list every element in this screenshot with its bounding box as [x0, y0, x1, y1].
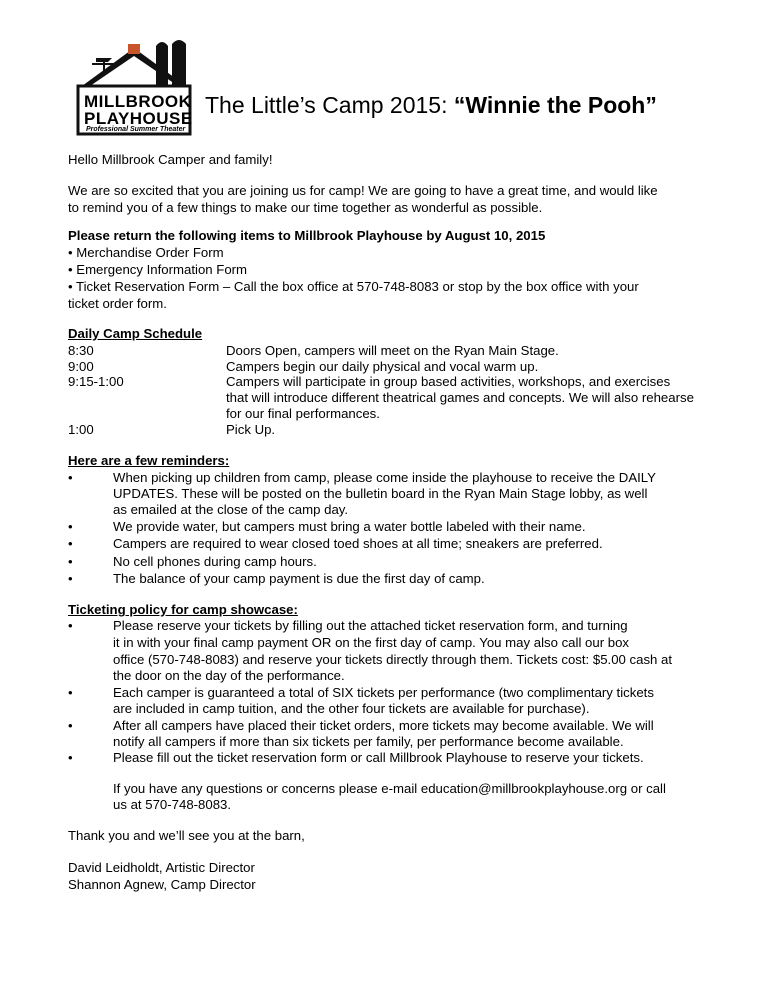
schedule-row [68, 373, 671, 390]
schedule-time: 9:15-1:00 [68, 374, 124, 389]
schedule-time: 8:30 [68, 343, 94, 358]
logo-line-1: MILLBROOK [84, 92, 192, 111]
title-emphasis: “Winnie the Pooh” [453, 92, 657, 118]
ticketing-item-cont: the door on the day of the performance. [113, 668, 345, 683]
schedule-activity: Pick Up. [226, 422, 276, 437]
logo-tagline: Professional Summer Theater [86, 126, 186, 133]
bullet: • [68, 685, 73, 700]
bullet: • [68, 519, 73, 534]
schedule-activity: Campers will participate in group based activities, workshops, and exercises [226, 374, 671, 389]
ticketing-item-cont: office (570-748-8083) and reserve your tickets directly through them. Tickets cost: $5.00 cash at [113, 652, 673, 667]
schedule-time: 9:00 [68, 359, 94, 374]
greeting: Hello Millbrook Camper and family! [68, 152, 273, 167]
return-item: • Emergency Information Form [68, 262, 248, 277]
bullet: • [68, 618, 73, 633]
bullet: • [68, 718, 73, 733]
return-item: ticket order form. [68, 296, 167, 311]
return-item: • Merchandise Order Form [68, 245, 224, 260]
return-item: • Ticket Reservation Form – Call the box office at 570-748-8083 or stop by the box office with your [68, 279, 639, 294]
signature-camp-director: Shannon Agnew, Camp Director [68, 877, 256, 892]
ticketing-item-cont: notify all campers if more than six tickets per family, per performance become available. [113, 734, 624, 749]
bullet: • [68, 750, 73, 765]
schedule-activity-cont: for our final performances. [226, 406, 380, 421]
ticketing-item-cont: it in with your final camp payment OR on the first day of camp. You may also call our box [113, 635, 630, 650]
intro-line-1: We are so excited that you are joining us for camp! We are going to have a great time, and would like [68, 183, 658, 198]
signature-artistic-director: David Leidholdt, Artistic Director [68, 860, 255, 875]
questions-line: us at 570-748-8083. [113, 797, 232, 812]
reminder-item-cont: as emailed at the close of the camp day. [113, 502, 349, 517]
bullet: • [68, 554, 73, 569]
return-items-heading: Please return the following items to Millbrook Playhouse by August 10, 2015 [68, 228, 546, 243]
ticketing-heading: Ticketing policy for camp showcase: [68, 602, 298, 617]
schedule-activity-cont: that will introduce different theatrical games and concepts. We will also rehearse [226, 390, 694, 405]
bullet: • [68, 536, 73, 551]
intro-line-2: to remind you of a few things to make our time together as wonderful as possible. [68, 200, 543, 215]
page-title [205, 88, 657, 122]
closing-line: Thank you and we’ll see you at the barn, [68, 828, 305, 843]
schedule-row [68, 421, 276, 438]
logo-line-2: PLAYHOUSE [84, 109, 193, 128]
millbrook-playhouse-logo [74, 40, 194, 138]
reminders-heading: Here are a few reminders: [68, 453, 230, 468]
questions-line: If you have any questions or concerns please e-mail education@millbrookplayhouse.org or call [113, 781, 666, 796]
schedule-heading: Daily Camp Schedule [68, 326, 203, 341]
schedule-activity: Doors Open, campers will meet on the Ryan Main Stage. [226, 343, 559, 358]
bullet: • [68, 571, 73, 586]
schedule-row [68, 342, 559, 359]
reminder-item-cont: UPDATES. These will be posted on the bulletin board in the Ryan Main Stage lobby, as well [113, 486, 648, 501]
bullet: • [68, 470, 73, 485]
ticketing-item-cont: are included in camp tuition, and the other four tickets are available for purchase). [113, 701, 590, 716]
title-prefix: The Little’s Camp 2015: [205, 92, 454, 118]
schedule-time: 1:00 [68, 422, 94, 437]
schedule-activity: Campers begin our daily physical and vocal warm up. [226, 359, 539, 374]
